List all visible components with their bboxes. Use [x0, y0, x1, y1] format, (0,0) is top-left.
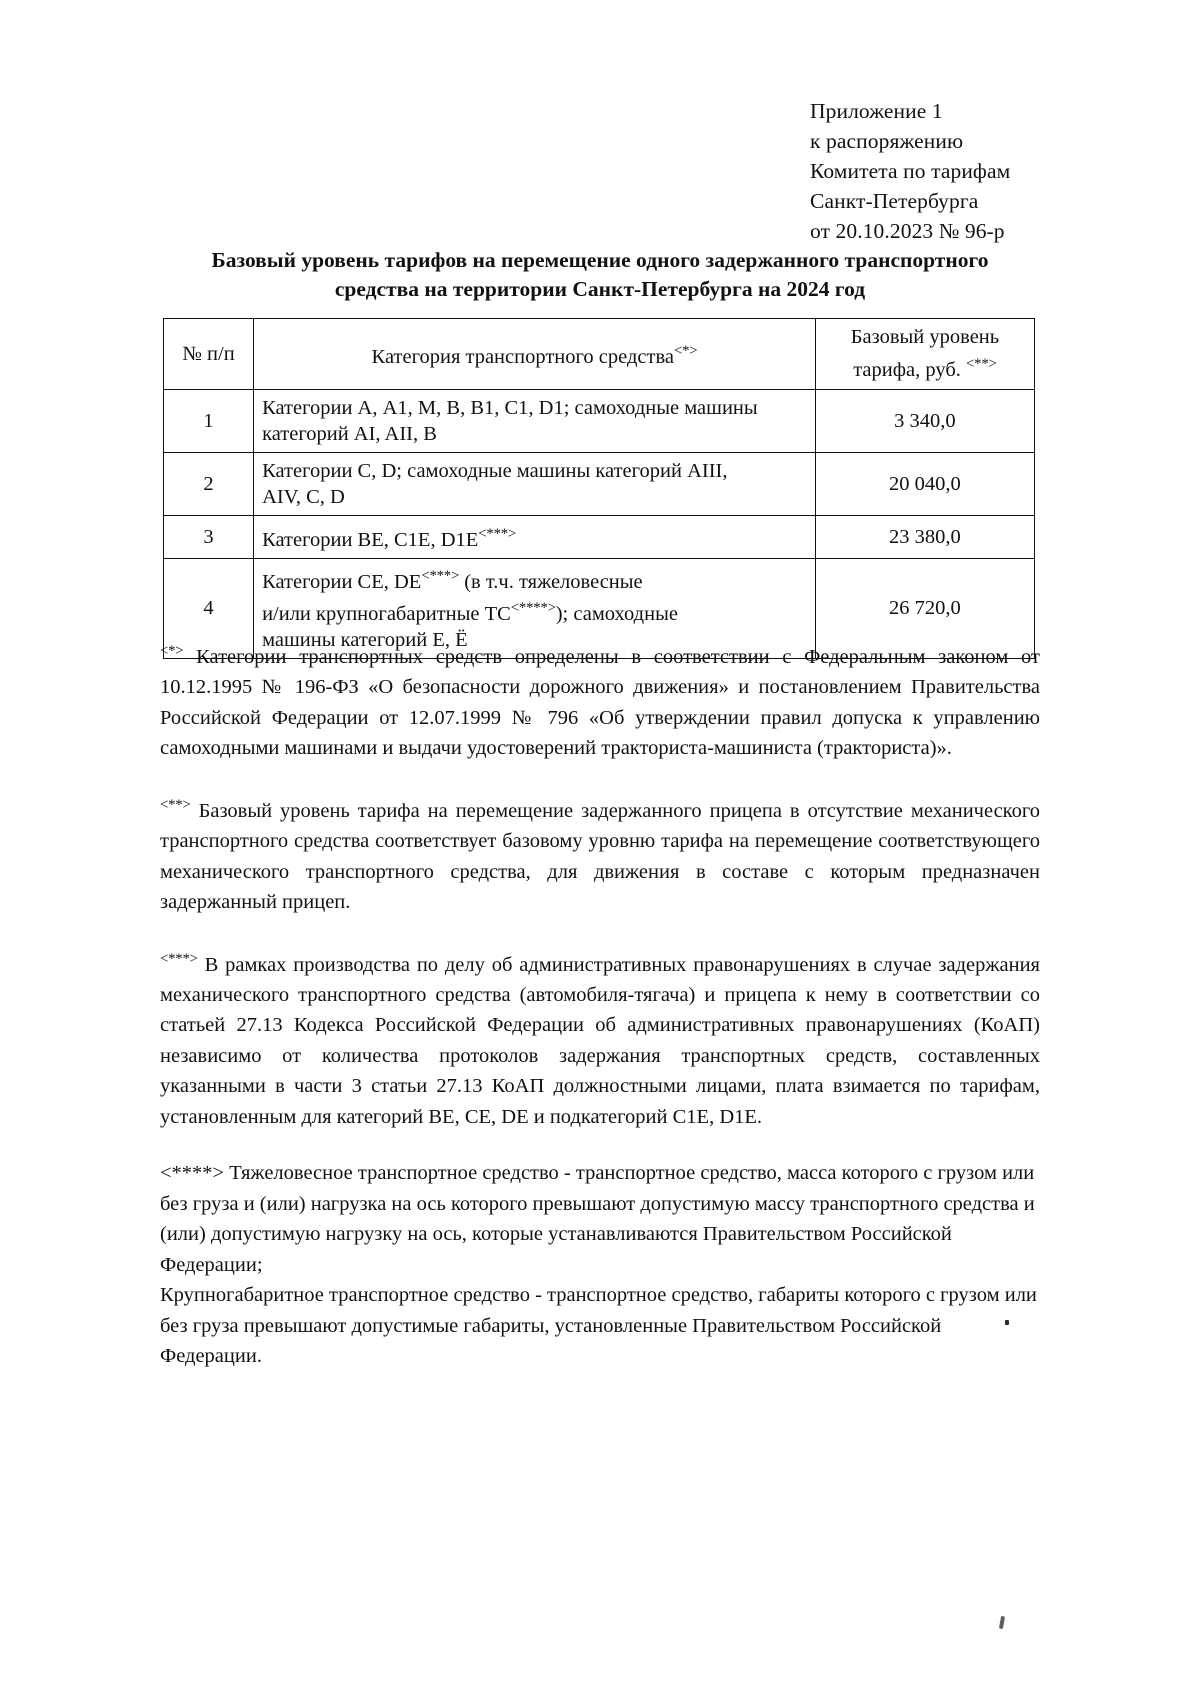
footnote-1: [160, 636, 1040, 764]
table-row: [164, 515, 1035, 558]
column-header-category-label: Категория транспортного средства: [371, 345, 674, 368]
row-category: [254, 452, 816, 515]
footnote-3-marker: <***>: [160, 950, 198, 967]
column-header-number: № п/п: [164, 319, 254, 390]
footnotes: [160, 636, 1040, 1398]
footnote-4: [160, 1158, 1040, 1372]
table-header-row: [164, 319, 1035, 390]
row-category-line: AIV, C, D: [262, 485, 345, 508]
row-category-line: Категории С, D; самоходные машины категорий AIII,: [262, 459, 728, 482]
footnote-4-marker: <****>: [160, 1162, 225, 1185]
header-line-4: Санкт-Петербурга: [810, 189, 979, 213]
footnote-1-text: Категории транспортных средств определены в соответствии с Федеральным законом от 10.12.1995 № 196-ФЗ «О безопасности дорожного движения» и постановлением Правительства Российской Федерации от 12.07.1999 № 796 «Об утверждении правил допуска к управлению самоходными машинами и выдачи удостоверений тракториста-машиниста (тракториста)».: [160, 645, 1040, 760]
scan-artifact-mark: [999, 1616, 1005, 1629]
footnote-3: [160, 944, 1040, 1133]
row-category-line: машины категорий Е, Ё: [262, 629, 468, 652]
row-category-line: Категории СЕ, DE<***> (в т.ч. тяжеловесные: [262, 568, 643, 594]
page-title-line-1: Базовый уровень тарифов на перемещение одного задержанного транспортного: [211, 248, 989, 272]
row-price: 26 720,0: [815, 558, 1034, 659]
page-title-line-2: средства на территории Санкт-Петербурга на 2024 год: [334, 277, 866, 301]
row-category: [254, 515, 816, 558]
table-header: [164, 319, 1035, 390]
row-price: 23 380,0: [815, 515, 1034, 558]
column-header-price-line1: Базовый уровень: [850, 326, 1000, 348]
column-header-price-line2: тарифа, руб.: [853, 358, 961, 381]
row-price: 20 040,0: [815, 452, 1034, 515]
footnote-3-text: В рамках производства по делу об административных правонарушениях в случае задержания механического транспортного средства (автомобиля-тягача) и прицепа к нему в соответствии со статьей 27.13 Кодекса Российской Федерации об административных правонарушениях (КоАП) независимо от количества протоколов задержания транспортных средств, составленных указанными в части 3 статьи 27.13 КоАП должностными лицами, плата взимается по тарифам, установленным для категорий ВЕ, СЕ, DE и подкатегорий С1Е, D1E.: [160, 953, 1040, 1128]
footnote-4-text: Тяжеловесное транспортное средство - транспортное средство, масса которого с грузом или без груза и (или) нагрузка на ось которого превышают допустимую массу транспортного средства и (или) допустимую нагрузку на ось, которые устанавливаются Правительством Российской Федерации;: [160, 1162, 1035, 1276]
header-line-5: от 20.10.2023 № 96-р: [810, 219, 1005, 243]
row-category: [254, 389, 816, 452]
row-number: 1: [164, 389, 254, 452]
column-header-category-footnote: <*>: [673, 343, 698, 359]
row-number: 4: [164, 558, 254, 659]
column-header-price: [815, 319, 1034, 390]
scan-artifact-dot: [1005, 1320, 1009, 1325]
row-price: 3 340,0: [815, 389, 1034, 452]
header-line-3: Комитета по тарифам: [810, 159, 1011, 183]
footnote-4-subline: Крупногабаритное транспортное средство - транспортное средство, габариты которого с грузом или без груза превышают допустимые габариты, установленные Правительством Российской Федерации.: [160, 1284, 1037, 1368]
row-category-line: и/или крупногабаритные ТС<****>); самоходные: [262, 600, 678, 626]
column-header-category: [254, 319, 816, 390]
header-line-1: Приложение 1: [810, 99, 943, 123]
row-category-line: категорий AI, AII, B: [262, 422, 437, 445]
page-title: [160, 246, 1040, 304]
table-body: [164, 389, 1035, 658]
footnote-2: [160, 790, 1040, 918]
footnote-2-marker: <**>: [160, 796, 191, 813]
column-header-price-footnote: <**>: [966, 356, 997, 372]
header-line-2: к распоряжению: [810, 129, 964, 153]
row-number: 3: [164, 515, 254, 558]
row-category-line: Категории А, А1, М, В, В1, С1, D1; самоходные машины: [262, 396, 758, 419]
table-row: [164, 452, 1035, 515]
row-number: 2: [164, 452, 254, 515]
table-row: [164, 389, 1035, 452]
tariff-table: [163, 318, 1035, 659]
footnote-1-marker: <*>: [160, 643, 184, 659]
footnote-2-text: Базовый уровень тарифа на перемещение задержанного прицепа в отсутствие механического транспортного средства соответствует базовому уровню тарифа на перемещение соответствующего механического транспортного средства, для движения в составе с которым предназначен задержанный прицеп.: [160, 799, 1040, 914]
row-category-line: Категории ВЕ, С1Е, D1E<***>: [262, 525, 517, 551]
approval-header: [810, 96, 1140, 246]
